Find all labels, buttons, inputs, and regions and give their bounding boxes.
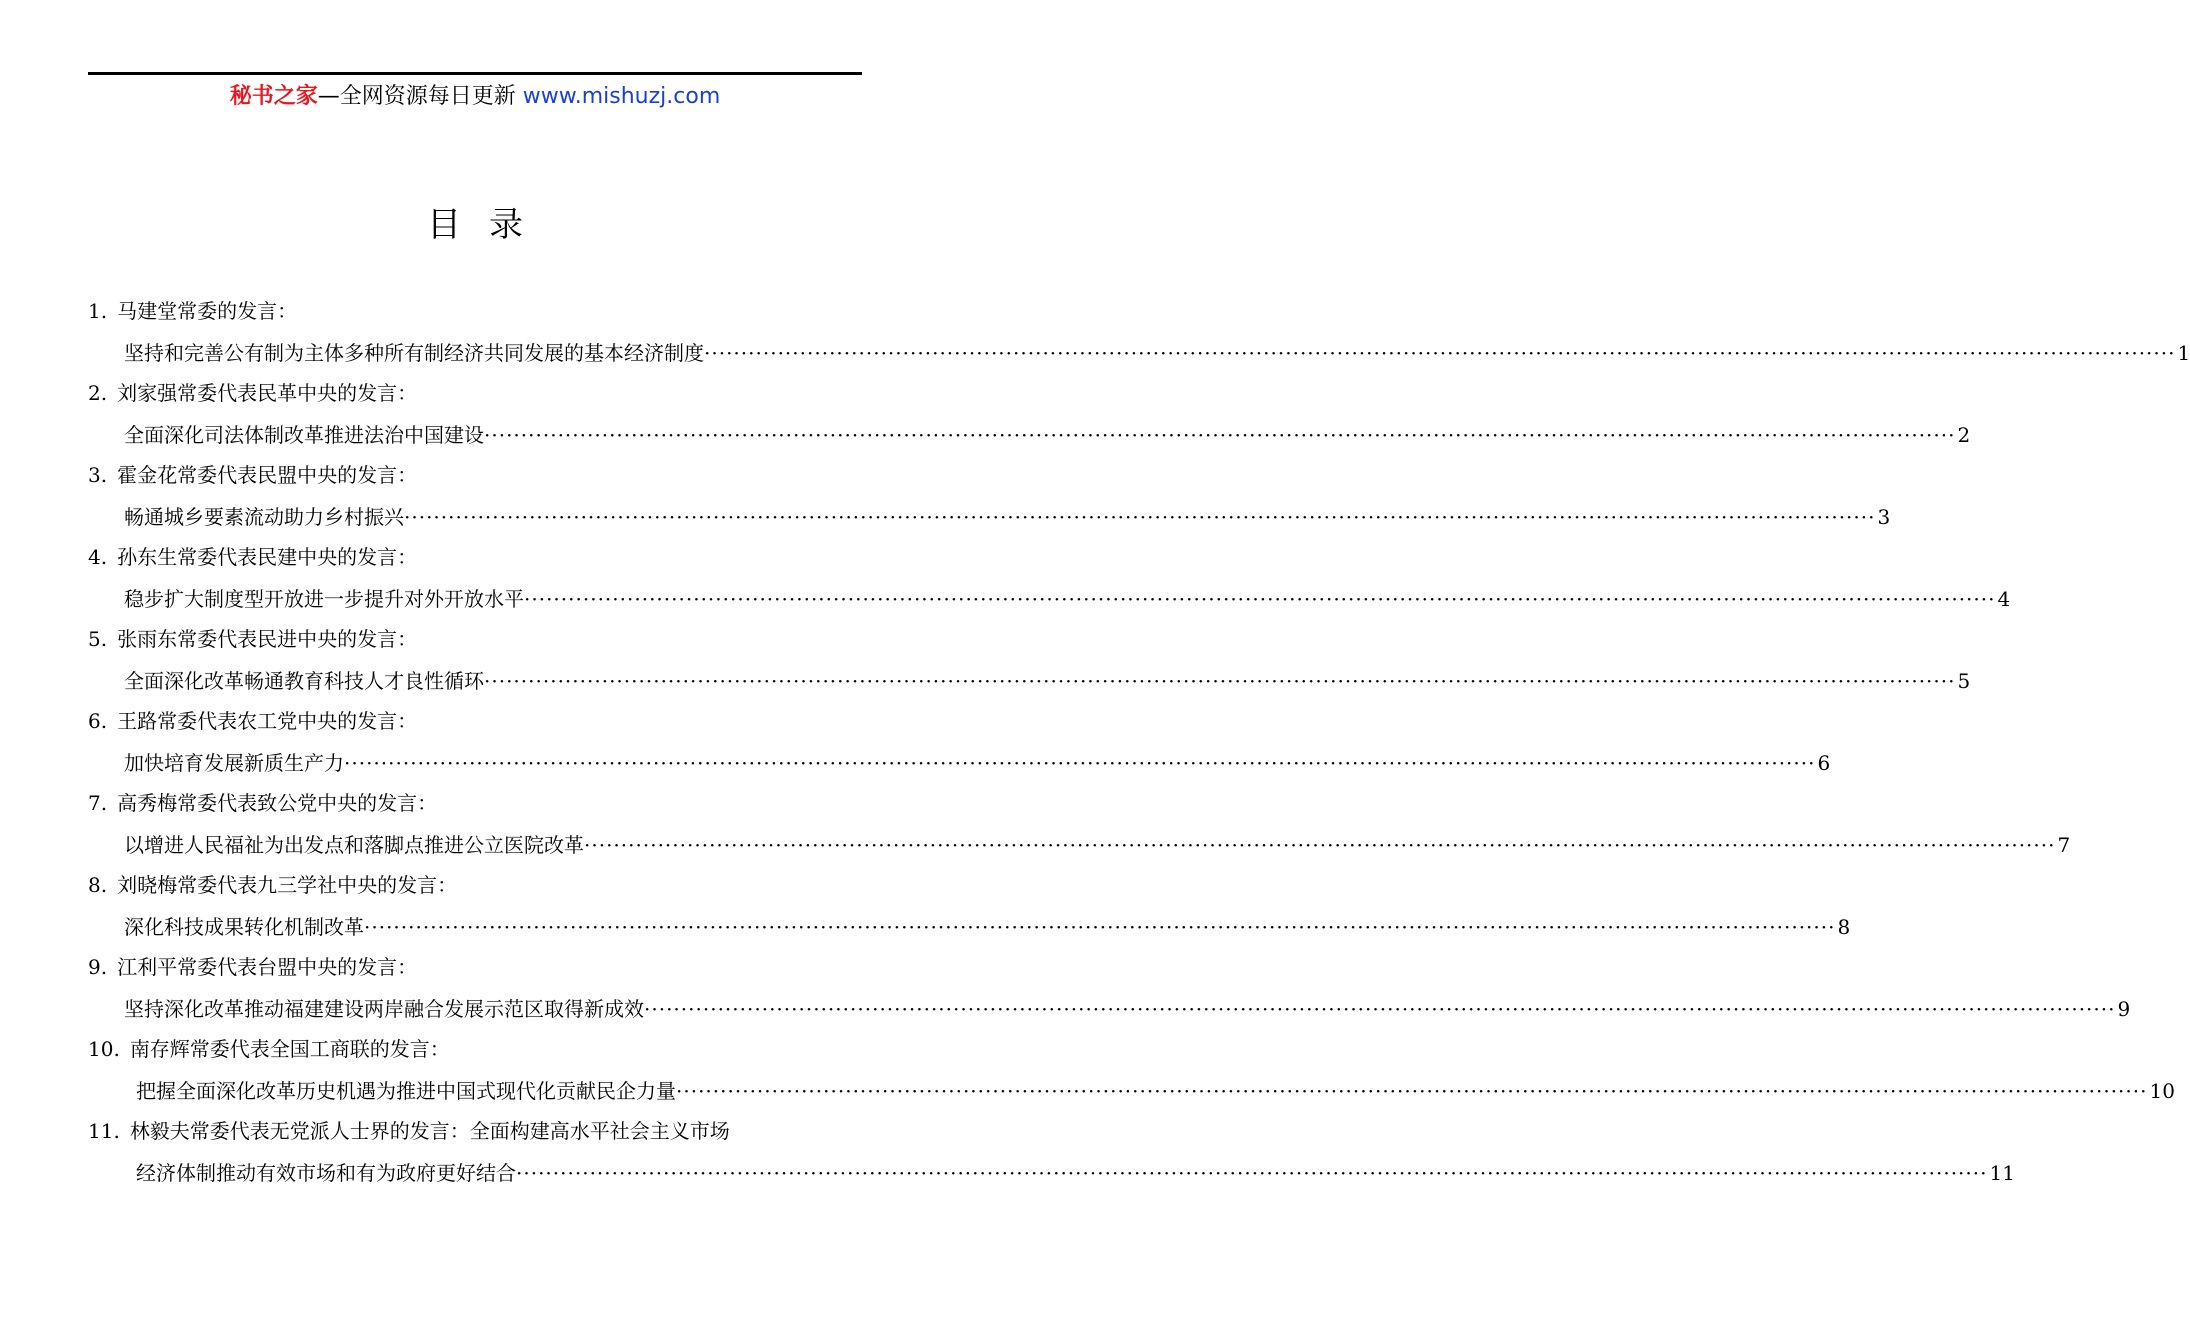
- toc-entry-line: [124, 498, 1891, 536]
- toc-entry-number: 1.: [88, 299, 108, 323]
- toc-entry-title: 全面深化改革畅通教育科技人才良性循环: [124, 669, 484, 693]
- toc-entry[interactable]: [0, 620, 1971, 702]
- toc-entry-line: [124, 662, 1971, 700]
- toc-entry-heading: [88, 620, 417, 658]
- toc-entry-line: [124, 826, 2071, 864]
- table-of-contents: [0, 292, 2190, 1194]
- toc-entry-title: 深化科技成果转化机制改革: [124, 915, 364, 939]
- header-rule: [88, 72, 862, 75]
- site-header: [0, 82, 950, 112]
- toc-entry-number: 9.: [88, 955, 108, 979]
- toc-entry-line: [136, 1154, 2015, 1192]
- toc-entry-speaker: 马建堂常委的发言：: [117, 299, 298, 323]
- page-title: 目录: [427, 205, 551, 245]
- toc-dot-leader: ········································································································································································································: [644, 997, 2116, 1021]
- toc-entry-speaker: 刘家强常委代表民革中央的发言：: [117, 381, 418, 405]
- toc-dot-leader: ········································································································································································································: [524, 587, 1996, 611]
- toc-entry-number: 5.: [88, 627, 108, 651]
- toc-dot-leader: ········································································································································································································: [484, 423, 1956, 447]
- toc-dot-leader: ········································································································································································································: [676, 1079, 2148, 1103]
- toc-entry-title: 坚持和完善公有制为主体多种所有制经济共同发展的基本经济制度: [124, 341, 704, 365]
- toc-entry-line: [136, 1072, 2175, 1110]
- toc-entry-speaker: 高秀梅常委代表致公党中央的发言：: [117, 791, 438, 815]
- toc-page-number: 8: [1837, 915, 1851, 939]
- toc-entry-number: 3.: [88, 463, 108, 487]
- toc-page-number: 6: [1817, 751, 1831, 775]
- toc-entry-title: 畅通城乡要素流动助力乡村振兴: [124, 505, 404, 529]
- toc-page-number: 9: [2117, 997, 2131, 1021]
- toc-dot-leader: ········································································································································································································: [484, 669, 1956, 693]
- toc-entry-heading: [88, 456, 417, 494]
- toc-entry[interactable]: [0, 702, 1831, 784]
- toc-entry[interactable]: [0, 1112, 2015, 1194]
- toc-page-number: 4: [1997, 587, 2011, 611]
- toc-dot-leader: ········································································································································································································: [404, 505, 1876, 529]
- toc-entry-title: 经济体制推动有效市场和有为政府更好结合: [136, 1161, 516, 1185]
- toc-entry-line: [124, 990, 2131, 1028]
- toc-entry-line: [124, 744, 1831, 782]
- toc-entry-title: 把握全面深化改革历史机遇为推进中国式现代化贡献民企力量: [136, 1079, 676, 1103]
- toc-entry[interactable]: [0, 1030, 2175, 1112]
- toc-entry[interactable]: [0, 374, 1971, 456]
- site-slogan: —全网资源每日更新: [317, 84, 516, 109]
- site-url[interactable]: www.mishuzj.com: [522, 84, 721, 109]
- toc-entry-title: 坚持深化改革推动福建建设两岸融合发展示范区取得新成效: [124, 997, 644, 1021]
- toc-entry-title: 稳步扩大制度型开放进一步提升对外开放水平: [124, 587, 524, 611]
- toc-entry[interactable]: [0, 866, 1851, 948]
- toc-entry-title: 以增进人民福祉为出发点和落脚点推进公立医院改革: [124, 833, 584, 857]
- toc-entry-heading: [88, 702, 417, 740]
- toc-entry[interactable]: [0, 784, 2071, 866]
- toc-entry-number: 2.: [88, 381, 108, 405]
- toc-dot-leader: ········································································································································································································: [344, 751, 1816, 775]
- toc-entry-speaker: 南存辉常委代表全国工商联的发言：: [129, 1037, 450, 1061]
- toc-entry-heading: [88, 784, 437, 822]
- toc-entry-number: 11.: [88, 1119, 120, 1143]
- toc-page-number: 2: [1957, 423, 1971, 447]
- site-brand: 秘书之家: [229, 84, 318, 109]
- toc-entry-speaker: 孙东生常委代表民建中央的发言：: [117, 545, 418, 569]
- toc-entry-speaker: 林毅夫常委代表无党派人士界的发言：全面构建高水平社会主义市场: [129, 1119, 730, 1143]
- toc-entry-heading: [88, 948, 417, 986]
- toc-entry-heading: [88, 866, 457, 904]
- toc-entry-heading: [88, 292, 297, 330]
- toc-dot-leader: ········································································································································································································: [704, 341, 2176, 365]
- toc-entry-number: 10.: [88, 1037, 120, 1061]
- toc-entry-speaker: 王路常委代表农工党中央的发言：: [117, 709, 418, 733]
- toc-page-number: 7: [2057, 833, 2071, 857]
- toc-entry[interactable]: [0, 292, 2190, 374]
- toc-entry-line: [124, 416, 1971, 454]
- toc-entry-number: 6.: [88, 709, 108, 733]
- toc-entry[interactable]: [0, 456, 1891, 538]
- toc-dot-leader: ········································································································································································································: [584, 833, 2056, 857]
- toc-entry[interactable]: [0, 538, 2011, 620]
- toc-dot-leader: ········································································································································································································: [516, 1161, 1988, 1185]
- toc-entry-line: [124, 580, 2011, 618]
- toc-entry-line: [124, 908, 1851, 946]
- toc-entry-heading: [88, 1112, 730, 1150]
- toc-entry-number: 4.: [88, 545, 108, 569]
- toc-entry-speaker: 刘晓梅常委代表九三学社中央的发言：: [117, 873, 458, 897]
- toc-entry-number: 8.: [88, 873, 108, 897]
- toc-page-number: 1: [2177, 341, 2190, 365]
- toc-entry-speaker: 霍金花常委代表民盟中央的发言：: [117, 463, 418, 487]
- toc-entry-title: 加快培育发展新质生产力: [124, 751, 344, 775]
- toc-page-number: 3: [1877, 505, 1891, 529]
- toc-page-number: 11: [1989, 1161, 2015, 1185]
- toc-entry-speaker: 江利平常委代表台盟中央的发言：: [117, 955, 418, 979]
- toc-entry-heading: [88, 538, 417, 576]
- toc-entry-heading: [88, 374, 417, 412]
- toc-entry-title: 全面深化司法体制改革推进法治中国建设: [124, 423, 484, 447]
- toc-entry-speaker: 张雨东常委代表民进中央的发言：: [117, 627, 418, 651]
- toc-entry[interactable]: [0, 948, 2131, 1030]
- toc-entry-number: 7.: [88, 791, 108, 815]
- toc-entry-heading: [88, 1030, 450, 1068]
- toc-page-number: 5: [1957, 669, 1971, 693]
- toc-page-number: 10: [2149, 1079, 2175, 1103]
- toc-entry-line: [124, 334, 2190, 372]
- toc-dot-leader: ········································································································································································································: [364, 915, 1836, 939]
